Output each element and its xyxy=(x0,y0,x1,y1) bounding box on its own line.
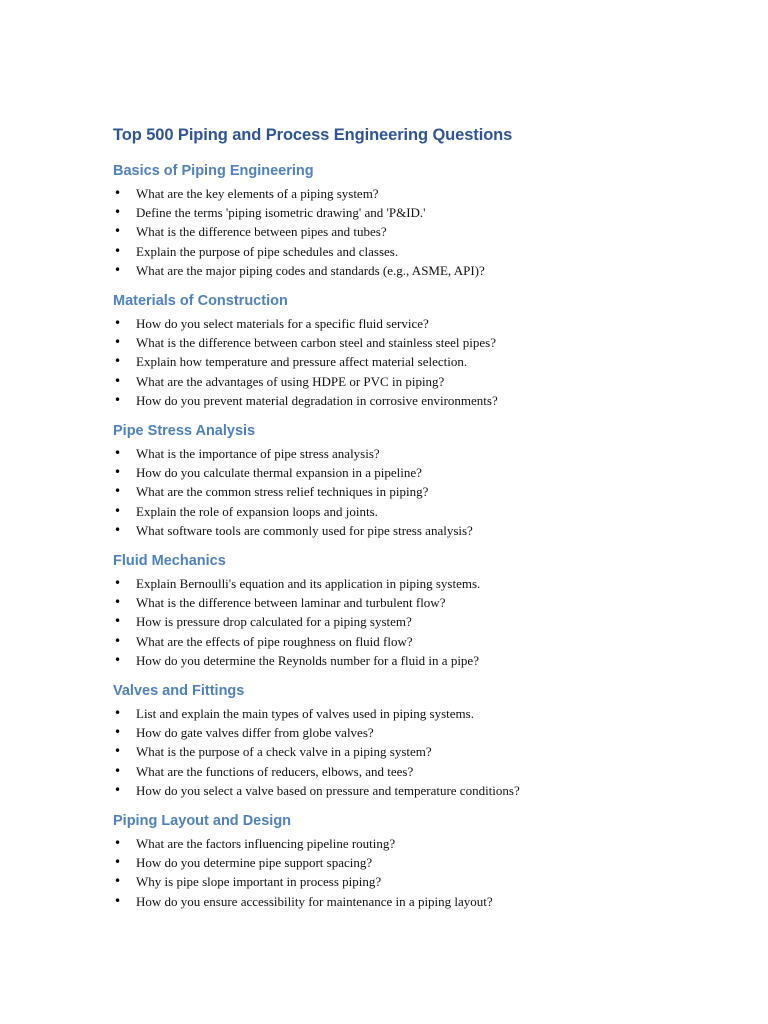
bullet-icon: • xyxy=(114,373,122,388)
list-item xyxy=(113,704,728,723)
section-heading: Pipe Stress Analysis xyxy=(113,423,256,440)
section-heading: Valves and Fittings xyxy=(113,683,245,700)
question-text: What is the purpose of a check valve in a piping system? xyxy=(136,744,432,760)
section-valves-fittings xyxy=(113,681,728,800)
list-item xyxy=(113,391,728,410)
bullet-icon: • xyxy=(114,595,122,610)
question-text: What are the common stress relief techniques in piping? xyxy=(136,484,429,500)
section-stress-analysis xyxy=(113,421,728,540)
question-text: How do you ensure accessibility for maintenance in a piping layout? xyxy=(136,893,493,909)
bullet-icon: • xyxy=(114,243,122,258)
bullet-icon: • xyxy=(114,614,122,629)
section-heading: Basics of Piping Engineering xyxy=(113,163,314,179)
bullet-icon: • xyxy=(114,522,122,537)
section-materials xyxy=(113,291,728,410)
list-item xyxy=(113,203,728,222)
bullet-icon: • xyxy=(114,836,122,851)
bullet-icon: • xyxy=(114,782,122,797)
list-item xyxy=(113,612,728,631)
bullet-icon: • xyxy=(114,335,122,350)
question-text: Why is pipe slope important in process piping? xyxy=(136,874,382,890)
question-text: Explain Bernoulli's equation and its application in piping systems. xyxy=(136,576,481,592)
list-item xyxy=(113,352,728,371)
question-list xyxy=(113,444,728,540)
bullet-icon: • xyxy=(114,503,122,518)
question-text: How do you determine the Reynolds number for a fluid in a pipe? xyxy=(136,652,479,668)
question-text: Explain the role of expansion loops and joints. xyxy=(136,503,378,519)
question-text: How do gate valves differ from globe valves? xyxy=(136,725,374,741)
question-text: What are the major piping codes and standards (e.g., ASME, API)? xyxy=(136,262,485,278)
question-text: What are the functions of reducers, elbows, and tees? xyxy=(136,763,414,779)
question-text: How is pressure drop calculated for a piping system? xyxy=(136,614,412,630)
list-item xyxy=(113,892,728,911)
list-item xyxy=(113,502,728,521)
question-list xyxy=(113,574,728,670)
list-item xyxy=(113,482,728,501)
bullet-icon: • xyxy=(114,576,122,591)
bullet-icon: • xyxy=(114,652,122,667)
list-item xyxy=(113,723,728,742)
question-text: What are the key elements of a piping system? xyxy=(136,186,379,201)
list-item xyxy=(113,242,728,261)
question-text: How do you calculate thermal expansion in a pipeline? xyxy=(136,465,422,481)
list-item xyxy=(113,372,728,391)
list-item xyxy=(113,742,728,761)
list-item xyxy=(113,444,728,463)
question-list xyxy=(113,704,728,800)
question-text: What is the importance of pipe stress analysis? xyxy=(136,446,380,462)
bullet-icon: • xyxy=(114,725,122,740)
question-text: What are the effects of pipe roughness on fluid flow? xyxy=(136,633,413,649)
section-heading: Materials of Construction xyxy=(113,293,288,310)
list-item xyxy=(113,521,728,540)
bullet-icon: • xyxy=(114,186,122,200)
list-item xyxy=(113,463,728,482)
question-text: How do you determine pipe support spacing? xyxy=(136,855,373,871)
section-heading: Piping Layout and Design xyxy=(113,813,292,830)
document-title: Top 500 Piping and Process Engineering Questions xyxy=(113,126,513,144)
question-list xyxy=(113,314,728,410)
question-text: What software tools are commonly used for pipe stress analysis? xyxy=(136,522,473,538)
question-text: What are the advantages of using HDPE or PVC in piping? xyxy=(136,373,445,389)
bullet-icon: • xyxy=(114,855,122,870)
list-item xyxy=(113,853,728,872)
bullet-icon: • xyxy=(114,465,122,480)
bullet-icon: • xyxy=(114,484,122,499)
question-list xyxy=(113,184,728,280)
section-fluid-mechanics xyxy=(113,551,728,670)
question-text: How do you select a valve based on pressure and temperature conditions? xyxy=(136,782,520,798)
bullet-icon: • xyxy=(114,874,122,889)
question-text: What is the difference between pipes and tubes? xyxy=(136,224,387,240)
bullet-icon: • xyxy=(114,763,122,778)
list-item xyxy=(113,632,728,651)
question-text: Explain the purpose of pipe schedules and classes. xyxy=(136,243,399,259)
question-text: List and explain the main types of valves used in piping systems. xyxy=(136,706,474,722)
bullet-icon: • xyxy=(114,262,122,277)
list-item xyxy=(113,314,728,333)
question-text: How do you select materials for a specific fluid service? xyxy=(136,316,429,332)
list-item xyxy=(113,651,728,670)
list-item xyxy=(113,872,728,891)
list-item xyxy=(113,781,728,800)
section-layout-design xyxy=(113,811,728,911)
question-text: What are the factors influencing pipeline routing? xyxy=(136,836,396,852)
list-item xyxy=(113,834,728,853)
bullet-icon: • xyxy=(114,354,122,369)
bullet-icon: • xyxy=(114,706,122,721)
question-text: What is the difference between laminar and turbulent flow? xyxy=(136,595,446,611)
bullet-icon: • xyxy=(114,392,122,407)
list-item xyxy=(113,184,728,203)
question-text: Define the terms 'piping isometric drawing' and 'P&ID.' xyxy=(136,205,426,221)
bullet-icon: • xyxy=(114,446,122,461)
section-basics xyxy=(113,161,728,280)
section-heading: Fluid Mechanics xyxy=(113,553,226,570)
bullet-icon: • xyxy=(114,316,122,331)
list-item xyxy=(113,333,728,352)
bullet-icon: • xyxy=(114,893,122,908)
question-text: What is the difference between carbon steel and stainless steel pipes? xyxy=(136,335,497,351)
question-list xyxy=(113,834,728,911)
bullet-icon: • xyxy=(114,205,122,220)
list-item xyxy=(113,593,728,612)
bullet-icon: • xyxy=(114,224,122,239)
list-item xyxy=(113,261,728,280)
bullet-icon: • xyxy=(114,633,122,648)
list-item xyxy=(113,574,728,593)
list-item xyxy=(113,762,728,781)
question-text: How do you prevent material degradation in corrosive environments? xyxy=(136,392,498,408)
list-item xyxy=(113,222,728,241)
question-text: Explain how temperature and pressure affect material selection. xyxy=(136,354,468,370)
bullet-icon: • xyxy=(114,744,122,759)
